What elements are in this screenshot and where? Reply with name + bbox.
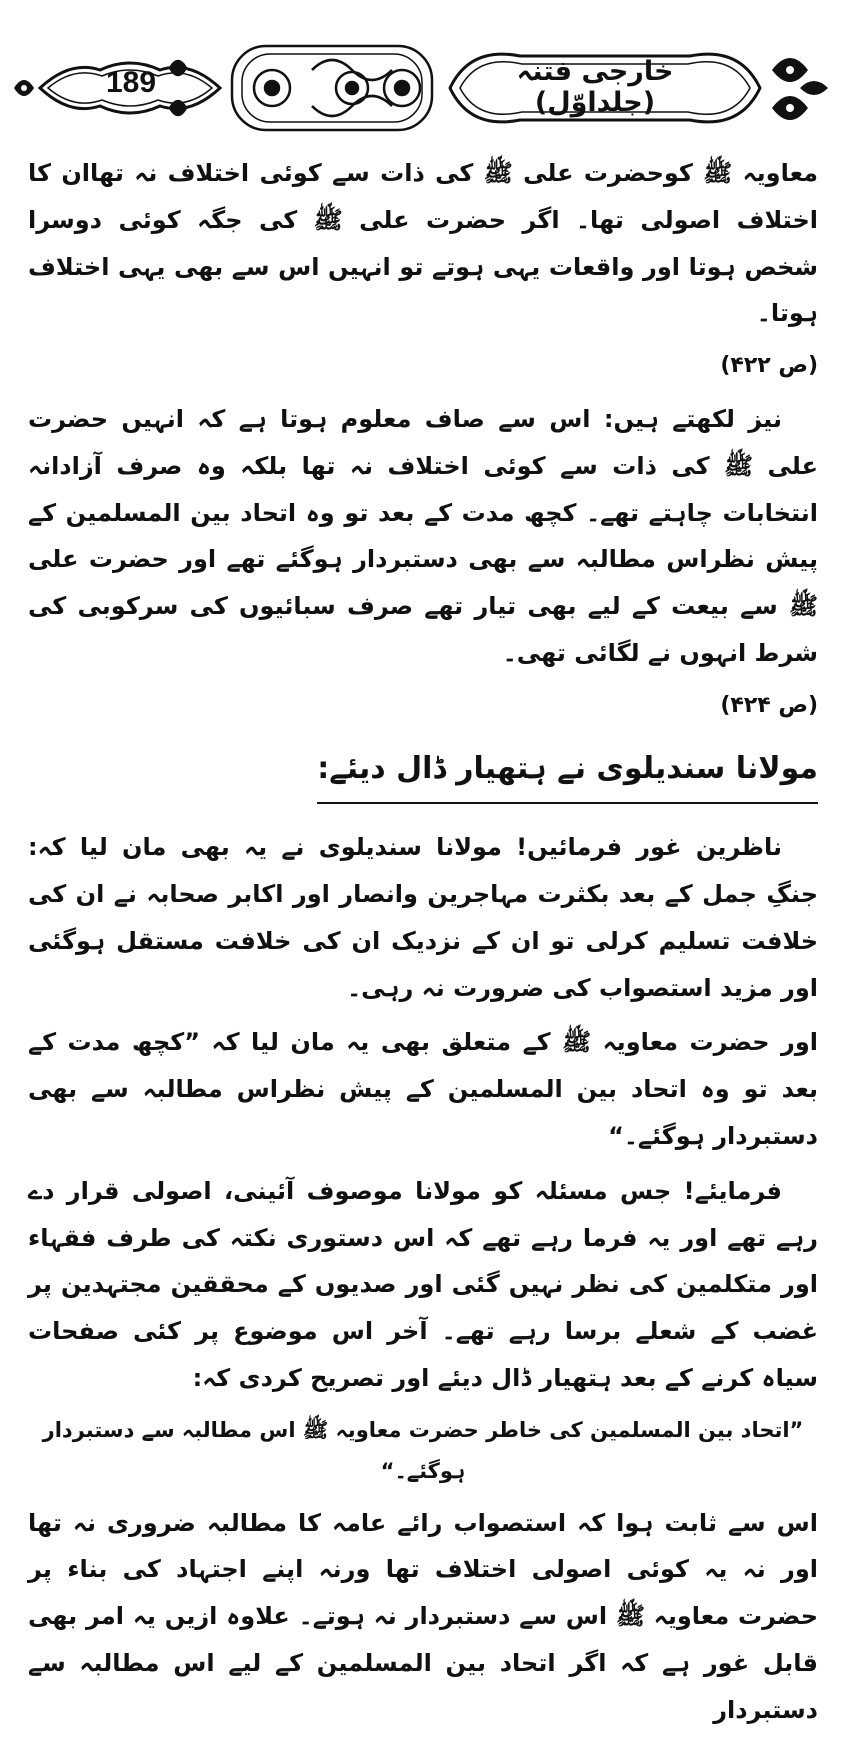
page-reference-1: (ص ۴۲۲): [720, 353, 818, 379]
page-reference-2: (ص ۴۲۴): [720, 692, 818, 718]
paragraph-5: فرمایئے! جس مسئلہ کو مولانا موصوف آئینی، اصولی قرار دے رہے تھے اور یہ فرما رہے تھے کہ اس دستوری نکتہ کی طرف فقہاء اور متکلمین کی نظر نہیں گئی اور صدیوں کے محققین مجتہدین پر غضب کے شعلے برسا رہے تھے۔ آخر اس موضوع پر کئی صفحات سیاہ کرنے کے بعد ہتھیار ڈال دیئے اور تصریح کردی کہ:: [28, 1176, 818, 1393]
page-number: 189: [105, 66, 157, 99]
page-body: [28, 150, 818, 1742]
center-floral-ornament: [170, 46, 432, 130]
section-heading-wrap: [28, 736, 818, 825]
page-header: [0, 0, 848, 140]
paragraph-1: معاویہ ﷺ کوحضرت علی ﷺ کی ذات سے کوئی اختلاف نہ تھاان کا اختلاف اصولی تھا۔ اگر حضرت علی ﷺ کی جگہ کوئی دوسرا شخص ہوتا اور واقعات یہی ہوتے تو انہیں اس سے بھی یہی اختلاف ہوتا۔: [28, 159, 818, 328]
section-heading: مولانا سندیلوی نے ہتھیار ڈال دیئے:: [317, 740, 818, 805]
paragraph-2: نیز لکھتے ہیں: اس سے صاف معلوم ہوتا ہے کہ انہیں حضرت علی ﷺ کی ذات سے کوئی اختلاف نہ تھا بلکہ وہ صرف آزادانہ انتخابات چاہتے تھے۔ کچھ مدت کے بعد تو وہ اتحاد بین المسلمین کے پیش نظراس مطالبہ سے بھی دستبردار ہوگئے تھے اور حضرت علی ﷺ سے بیعت کے لیے بھی تیار تھے صرف سبائیوں کی سرکوبی کی شرط انہوں نے لگائی تھی۔: [28, 405, 818, 668]
book-title: خارجی فتنہ (جلداوّل): [516, 56, 674, 118]
paragraph-3: ناظرین غور فرمائیں! مولانا سندیلوی نے یہ بھی مان لیا کہ: جنگِ جمل کے بعد بکثرت مہاجرین وانصار اور اکابر صحابہ نے ان کی خلافت تسلیم کرلی تو ان کے نزدیک ان کی خلافت مستقل ہوگئی اور مزید استصواب کی ضرورت نہ رہی۔: [28, 833, 818, 1002]
paragraph-6: اس سے ثابت ہوا کہ استصواب رائے عامہ کا مطالبہ ضروری نہ تھا اور نہ یہ کوئی اصولی اختلاف تھا ورنہ اپنے اجتہاد کی بناء پر حضرت معاویہ ﷺ اس سے دستبردار نہ ہوتے۔ علاوہ ازیں یہ امر بھی قابل غور ہے کہ اگر اتحاد بین المسلمین کے لیے اس مطالبہ سے دستبردار: [28, 1508, 818, 1724]
left-fleur-ornament: [14, 80, 34, 96]
right-fleur-ornament: [772, 58, 828, 120]
paragraph-4: اور حضرت معاویہ ﷺ کے متعلق بھی یہ مان لیا کہ ”کچھ مدت کے بعد تو وہ اتحاد بین المسلمین کے پیش نظراس مطالبہ سے بھی دستبردار ہوگئے۔“: [28, 1028, 818, 1151]
quoted-statement: ”اتحاد بین المسلمین کی خاطر حضرت معاویہ ﷺ اس مطالبہ سے دستبردار ہوگئے۔“: [42, 1417, 804, 1483]
